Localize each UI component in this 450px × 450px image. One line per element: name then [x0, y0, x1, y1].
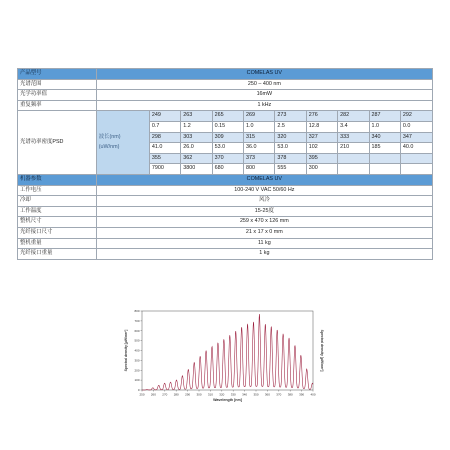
psd-cell: 53.0	[212, 143, 243, 154]
x-tick-label: 360	[264, 392, 270, 397]
spec-label: 整机重量	[18, 238, 97, 249]
psd-cell: 0.7	[149, 121, 180, 132]
psd-cell: 362	[181, 153, 212, 164]
x-axis-label: Wavelength [nm]	[213, 398, 242, 402]
spec-value: 风冷	[96, 196, 432, 207]
psd-cell	[338, 153, 369, 164]
psd-cell: 378	[275, 153, 306, 164]
machine-params-row	[18, 174, 433, 185]
y-tick-label: 300	[134, 358, 140, 363]
psd-cell: 282	[338, 111, 369, 122]
y-tick-label: 500	[134, 338, 140, 343]
psd-cell: 800	[244, 164, 275, 175]
psd-cell: 300	[306, 164, 337, 175]
psd-cell: 347	[400, 132, 432, 143]
spec-table-body	[18, 69, 433, 260]
y-tick-label: 700	[134, 318, 140, 323]
psd-cell: 2.5	[275, 121, 306, 132]
psd-cell: 1.2	[181, 121, 212, 132]
spec-value: 1 kg	[96, 249, 432, 260]
x-tick-label: 320	[219, 392, 225, 397]
psd-cell: 269	[244, 111, 275, 122]
psd-cell: 249	[149, 111, 180, 122]
psd-label: 光谱功率密度PSD	[18, 111, 97, 175]
psd-cell: 298	[149, 132, 180, 143]
psd-cell: 680	[212, 164, 243, 175]
psd-cell	[369, 164, 400, 175]
x-tick-label: 250	[139, 392, 145, 397]
psd-cell	[400, 164, 432, 175]
psd-cell: 373	[244, 153, 275, 164]
psd-cell: 292	[400, 111, 432, 122]
psd-cell: 3800	[181, 164, 212, 175]
psd-cell: 12.8	[306, 121, 337, 132]
spectrum-chart	[120, 306, 326, 406]
spec-row	[18, 196, 433, 207]
psd-cell: 315	[244, 132, 275, 143]
x-tick-label: 330	[230, 392, 236, 397]
spec-row	[18, 90, 433, 101]
psd-cell: 26.0	[181, 143, 212, 154]
spec-value: 1 kHz	[96, 100, 432, 111]
x-tick-label: 370	[276, 392, 282, 397]
psd-cell: 41.0	[149, 143, 180, 154]
spec-label: 重复频率	[18, 100, 97, 111]
x-tick-label: 310	[207, 392, 213, 397]
spec-row	[18, 206, 433, 217]
spec-row	[18, 185, 433, 196]
psd-cell: 303	[181, 132, 212, 143]
product-model-label: 产品型号	[18, 69, 97, 80]
psd-cell: 102	[306, 143, 337, 154]
x-tick-label: 290	[185, 392, 191, 397]
spec-row	[18, 100, 433, 111]
spec-row	[18, 238, 433, 249]
spec-label: 光谱范围	[18, 79, 97, 90]
x-tick-label: 350	[253, 392, 259, 397]
psd-cell	[400, 153, 432, 164]
psd-cell: 40.0	[400, 143, 432, 154]
psd-cell: 276	[306, 111, 337, 122]
x-tick-label: 270	[162, 392, 168, 397]
psd-cell: 53.0	[275, 143, 306, 154]
y-tick-label: 400	[134, 348, 140, 353]
psd-cell: 0.15	[212, 121, 243, 132]
psd-cell: 1.0	[369, 121, 400, 132]
psd-cell: 355	[149, 153, 180, 164]
spec-value: 11 kg	[96, 238, 432, 249]
x-tick-label: 390	[299, 392, 305, 397]
x-tick-label: 280	[173, 392, 179, 397]
product-model-row	[18, 69, 433, 80]
psd-cell: 320	[275, 132, 306, 143]
spec-label: 光纤接口尺寸	[18, 227, 97, 238]
psd-cell: 273	[275, 111, 306, 122]
psd-cell: 395	[306, 153, 337, 164]
spec-label: 工作电压	[18, 185, 97, 196]
spec-value: 16mW	[96, 90, 432, 101]
psd-cell: 555	[275, 164, 306, 175]
machine-params-label: 机器参数	[18, 174, 97, 185]
psd-band-label	[96, 111, 149, 175]
psd-cell: 333	[338, 132, 369, 143]
psd-cell: 340	[369, 132, 400, 143]
spec-row	[18, 79, 433, 90]
psd-cell: 185	[369, 143, 400, 154]
spec-value: 259 x 470 x 126 mm	[96, 217, 432, 228]
spec-label: 整机尺寸	[18, 217, 97, 228]
psd-cell: 1.0	[244, 121, 275, 132]
spec-value: 15-25度	[96, 206, 432, 217]
spec-value: 21 x 17 x 0 mm	[96, 227, 432, 238]
spec-label: 光学功率值	[18, 90, 97, 101]
psd-cell: 287	[369, 111, 400, 122]
x-tick-label: 300	[196, 392, 202, 397]
product-model-value: COMELAS UV	[96, 69, 432, 80]
y-axis-label-left: Spectral density [µW/nm²]	[124, 329, 128, 372]
y-tick-label: 0	[137, 388, 140, 392]
y-tick-label: 600	[134, 328, 140, 333]
psd-cell: 0.0	[400, 121, 432, 132]
spec-row	[18, 249, 433, 260]
psd-cell: 370	[212, 153, 243, 164]
spec-value: 100-240 V VAC 50/60 Hz	[96, 185, 432, 196]
psd-cell: 7900	[149, 164, 180, 175]
x-tick-label: 260	[150, 392, 156, 397]
spec-label: 冷却	[18, 196, 97, 207]
y-tick-label: 800	[134, 309, 140, 313]
psd-cell	[369, 153, 400, 164]
psd-row	[18, 111, 433, 122]
spec-value: 250 – 400 nm	[96, 79, 432, 90]
psd-band-line1: 波长(nm)	[98, 134, 121, 141]
psd-cell: 3.4	[338, 121, 369, 132]
machine-params-value: COMELAS UV	[96, 174, 432, 185]
y-tick-label: 100	[134, 378, 140, 383]
psd-cell: 210	[338, 143, 369, 154]
spec-row	[18, 227, 433, 238]
psd-band-line2: (uW/nm)	[98, 143, 120, 150]
spec-row	[18, 217, 433, 228]
spec-table	[17, 68, 433, 260]
x-tick-label: 400	[310, 392, 316, 397]
psd-cell: 36.0	[244, 143, 275, 154]
y-axis-label-right: Spectral density [µW/nm²]	[320, 329, 324, 372]
x-tick-label: 380	[287, 392, 293, 397]
psd-cell	[338, 164, 369, 175]
psd-cell: 263	[181, 111, 212, 122]
psd-cell: 265	[212, 111, 243, 122]
y-tick-label: 200	[134, 368, 140, 373]
spec-label: 工作温度	[18, 206, 97, 217]
psd-cell: 327	[306, 132, 337, 143]
spec-label: 光纤接口重量	[18, 249, 97, 260]
x-tick-label: 340	[242, 392, 248, 397]
psd-cell: 309	[212, 132, 243, 143]
